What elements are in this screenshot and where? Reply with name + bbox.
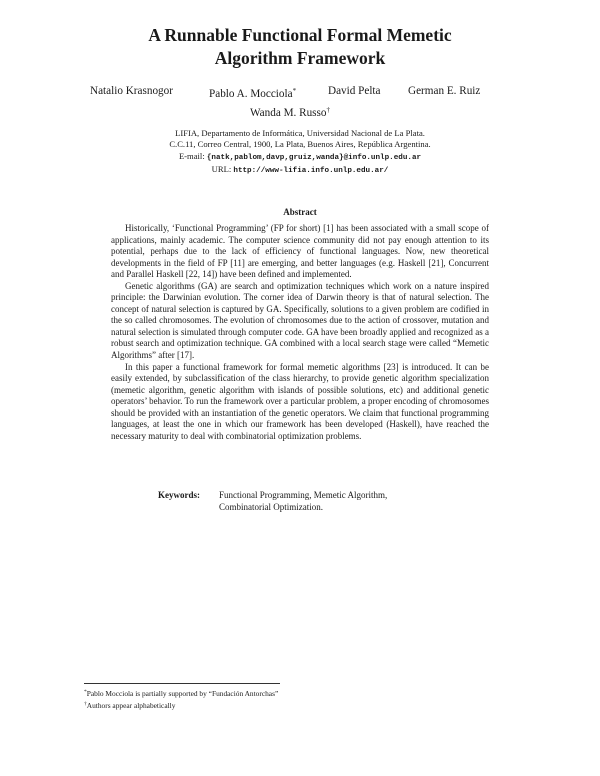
author-mocciola: Pablo A. Mocciola* (209, 87, 297, 100)
title-line-1: A Runnable Functional Formal Memetic (148, 25, 452, 45)
email-line: E-mail: {natk,pablom,davp,gruiz,wanda}@info.unlp.edu.ar (178, 150, 422, 162)
title-line-2: Algorithm Framework (214, 48, 386, 68)
footnote-1: *Pablo Mocciola is partially supported by “Fundación Antorchas” (84, 689, 279, 698)
keywords-text (219, 490, 449, 513)
keywords-line-2: Combinatorial Optimization. (219, 501, 323, 512)
footnote-2: †Authors appear alphabetically (84, 701, 176, 710)
footnote-rule (84, 683, 280, 684)
keywords-label: Keywords: (158, 490, 200, 500)
keywords-line-1: Functional Programming, Memetic Algorithm, (219, 490, 388, 500)
abstract-body (111, 223, 489, 442)
abstract-paragraph-2: Genetic algorithms (GA) are search and optimization techniques which work on a nature inspired principle: the Darwinian evolution. The corner idea of Darwin theory is that of natural selection. The concept of natural selection is captured by GA. Specifically, solutions to a given problem are codified in the so called chromosomes. The evolution of chromosomes due to the action of crossover, mutation and natural selection is simulated through computer code. GA have been broadly applied and recognized as a robust search and optimization technique. GA combined with a local search stage were called “Memetic Algorithms” after [17]. (111, 280, 489, 361)
footnotes (84, 687, 278, 711)
author-pelta: David Pelta (328, 85, 381, 97)
website-url[interactable]: http://www-lifia.info.unlp.edu.ar/ (233, 166, 389, 175)
email-address[interactable]: {natk,pablom,davp,gruiz,wanda}@info.unlp.edu.ar (206, 153, 422, 162)
affiliation-line-1: LIFIA, Departamento de Informática, Universidad Nacional de La Plata. (175, 128, 425, 138)
affiliation-line-2: C.C.11, Correo Central, 1900, La Plata, Buenos Aires, República Argentina. (169, 139, 431, 150)
affiliation-block (0, 128, 600, 177)
author-russo: Wanda M. Russo† (250, 106, 330, 119)
author-ruiz: German E. Ruiz (408, 85, 481, 97)
abstract-heading: Abstract (283, 207, 317, 217)
url-line: URL: http://www-lifia.info.unlp.edu.ar/ (211, 163, 389, 175)
paper-title (0, 24, 600, 70)
abstract-paragraph-3: In this paper a functional framework for formal memetic algorithms [23] is introduced. It can be easily extended, by subclassification of the class hierarchy, to provide genetic algorithm specialization (memetic algorithm, genetic algorithm with islands of possible solutions, etc) and additional genetic operators’ behavior. To run the framework over a particular problem, a proper encoding of chromosomes should be provided with an instantiation of the genetic operators. We claim that functional programming languages, at least the one in which our framework has been developed (Haskell), have reached the necessary maturity to deal with combinatorial optimization problems. (111, 361, 489, 441)
abstract-paragraph-1: Historically, ‘Functional Programming’ (FP for short) [1] has been associated with a small scope of applications, mainly academic. The computer science community did not pay enough attention to its potential, perhaps due to the lack of efficiency of functional languages. Now, new theoretical developments in the field of FP [11] are emerging, and better languages (e.g. Haskell [21], Concurrent and Parallel Haskell [22, 14]) have been defined and implemented. (111, 223, 489, 280)
footnote-mark-star: * (292, 87, 297, 95)
author-krasnogor: Natalio Krasnogor (90, 85, 173, 97)
footnote-mark-dagger: † (326, 106, 330, 114)
